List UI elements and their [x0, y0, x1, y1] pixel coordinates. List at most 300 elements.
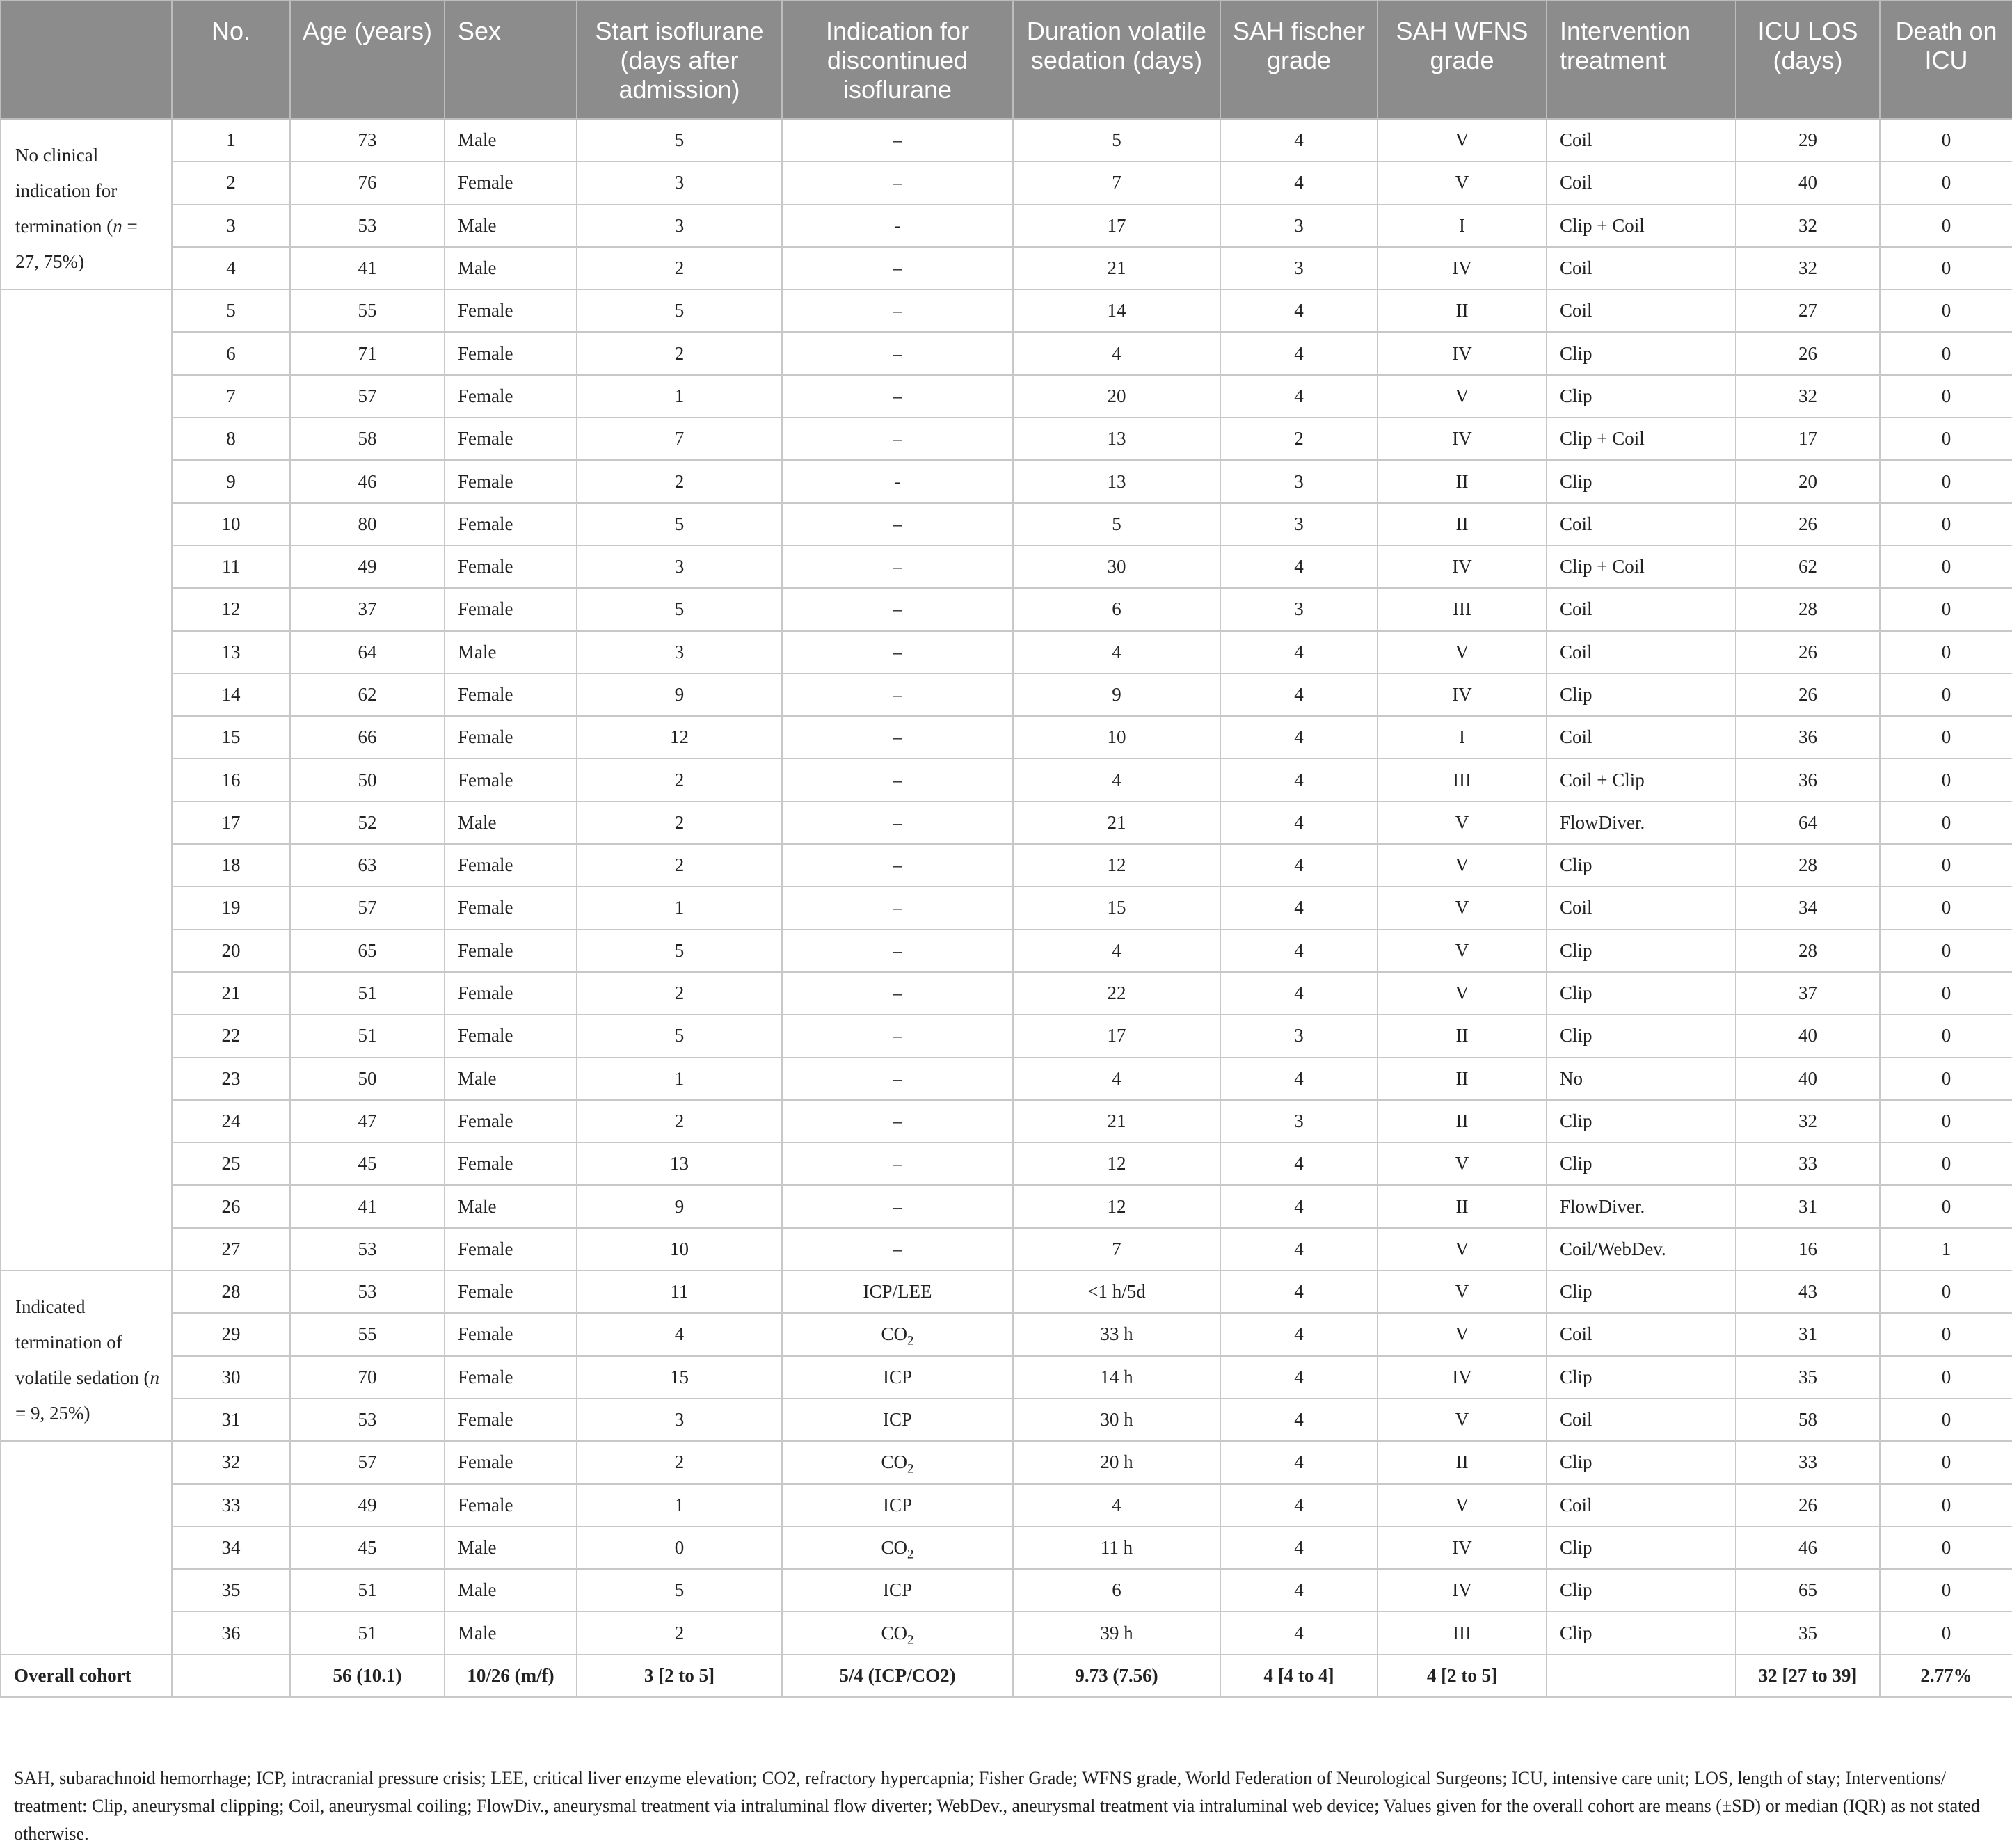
cell-duration: 30 h	[1013, 1399, 1220, 1441]
cell-wfns-grade: I	[1378, 716, 1547, 758]
cell-wfns-grade: V	[1378, 119, 1547, 161]
cell-death: 0	[1880, 417, 2012, 460]
cell-age: 51	[290, 1611, 445, 1654]
cell-intervention: Coil/WebDev.	[1547, 1228, 1736, 1270]
table-row	[1, 972, 2012, 1014]
cell-death: 0	[1880, 930, 2012, 972]
cell-indication: –	[782, 1185, 1013, 1227]
cell-duration: 4	[1013, 1058, 1220, 1100]
cell-indication: –	[782, 161, 1013, 204]
header-row	[1, 1, 2012, 119]
cell-fischer-grade: 4	[1220, 674, 1378, 716]
cell-icu-los: 33	[1736, 1142, 1880, 1185]
table-row	[1, 886, 2012, 929]
cell-icu-los: 64	[1736, 802, 1880, 844]
cell-death: 0	[1880, 1484, 2012, 1527]
cell-start-isoflurane: 3	[577, 545, 782, 588]
cell-start-isoflurane: 0	[577, 1527, 782, 1569]
cell-duration: 12	[1013, 844, 1220, 886]
cell-age: 55	[290, 1313, 445, 1355]
cell-fischer-grade: 4	[1220, 1270, 1378, 1313]
header-duration: Duration volatile sedation (days)	[1013, 1, 1220, 119]
cell-age: 53	[290, 205, 445, 247]
cell-sex: Male	[445, 1058, 577, 1100]
cell-intervention: Clip + Coil	[1547, 205, 1736, 247]
cell-indication: ICP	[782, 1356, 1013, 1399]
cell-intervention: Coil	[1547, 1399, 1736, 1441]
cell-duration: 11 h	[1013, 1527, 1220, 1569]
cell-wfns-grade: II	[1378, 503, 1547, 545]
cell-fischer-grade: 4	[1220, 161, 1378, 204]
cell-indication: –	[782, 289, 1013, 332]
cell-death: 0	[1880, 1270, 2012, 1313]
cell-icu-los: 37	[1736, 972, 1880, 1014]
cell-intervention: FlowDiver.	[1547, 1185, 1736, 1227]
table-footnote: SAH, subarachnoid hemorrhage; ICP, intracranial pressure crisis; LEE, critical liver enzyme elevation; CO2, refractory hypercapnia; Fisher Grade; WFNS grade, World Federation of Neurological Surgeons; ICU, intensive care unit; LOS, length of stay; Interventions/ treatment: Clip, aneurysmal clipping; Coil, aneurysmal coiling; FlowDiv., aneurysmal treatment via intraluminal flow diverter; WebDev., aneurysmal treatment via intraluminal web device; Values given for the overall cohort are means (±SD) or median (IQR) as not stated otherwise.	[14, 1768, 1980, 1844]
cell-start-isoflurane: 5	[577, 1569, 782, 1611]
cell-icu-los: 46	[1736, 1527, 1880, 1569]
table-row	[1, 802, 2012, 844]
cell-wfns-grade: V	[1378, 930, 1547, 972]
cell-sex: Male	[445, 1569, 577, 1611]
table-row	[1, 631, 2012, 674]
cell-fischer-grade: 4	[1220, 1569, 1378, 1611]
cell-intervention: Clip	[1547, 930, 1736, 972]
cell-sex: Female	[445, 886, 577, 929]
cell-duration: 4	[1013, 631, 1220, 674]
cell-duration: 6	[1013, 1569, 1220, 1611]
cell-age: 65	[290, 930, 445, 972]
cell-no: 11	[172, 545, 290, 588]
cell-sex: Female	[445, 1014, 577, 1057]
header-no: No.	[172, 1, 290, 119]
cell-no: 35	[172, 1569, 290, 1611]
cell-intervention: Clip	[1547, 1014, 1736, 1057]
cell-wfns-grade: V	[1378, 802, 1547, 844]
cell-sex: Female	[445, 545, 577, 588]
cell-icu-los: 27	[1736, 289, 1880, 332]
cell-indication: $CO_2$	[782, 1611, 1013, 1654]
cell-no: 34	[172, 1527, 290, 1569]
cell-indication: –	[782, 758, 1013, 801]
group-label-cell	[1, 1270, 172, 1441]
cell-indication: –	[782, 1228, 1013, 1270]
cell-start-isoflurane: 13	[577, 1142, 782, 1185]
table-row	[1, 1014, 2012, 1057]
cell-age: 55	[290, 289, 445, 332]
cell-no: 26	[172, 1185, 290, 1227]
total-label: Overall cohort	[1, 1655, 172, 1697]
cell-death: 0	[1880, 716, 2012, 758]
table-row	[1, 1484, 2012, 1527]
cell-wfns-grade: III	[1378, 588, 1547, 630]
cell-start-isoflurane: 11	[577, 1270, 782, 1313]
cell-sex: Male	[445, 247, 577, 289]
cell-fischer-grade: 4	[1220, 930, 1378, 972]
cell-icu-los: 40	[1736, 1058, 1880, 1100]
cell-duration: 10	[1013, 716, 1220, 758]
cell-death: 0	[1880, 1569, 2012, 1611]
cell-no: 36	[172, 1611, 290, 1654]
cell-start-isoflurane: 3	[577, 631, 782, 674]
cell-no: 33	[172, 1484, 290, 1527]
cell-no: 22	[172, 1014, 290, 1057]
cell-start-isoflurane: 2	[577, 460, 782, 502]
cell-death: 0	[1880, 247, 2012, 289]
cell-fischer-grade: 4	[1220, 545, 1378, 588]
cell-death: 0	[1880, 1527, 2012, 1569]
cell-wfns-grade: V	[1378, 631, 1547, 674]
group-label: No clinical indication for termination	[15, 145, 118, 237]
cell-sex: Male	[445, 119, 577, 161]
cell-indication: –	[782, 972, 1013, 1014]
table-row	[1, 1228, 2012, 1270]
cell-age: 63	[290, 844, 445, 886]
cell-age: 50	[290, 758, 445, 801]
table-row	[1, 1356, 2012, 1399]
cell-fischer-grade: 3	[1220, 1100, 1378, 1142]
cell-intervention: Coil	[1547, 119, 1736, 161]
cell-no: 24	[172, 1100, 290, 1142]
cell-no: 21	[172, 972, 290, 1014]
cell-no: 2	[172, 161, 290, 204]
table-row	[1, 247, 2012, 289]
cell-duration: 17	[1013, 1014, 1220, 1057]
cell-indication: –	[782, 417, 1013, 460]
cell-fischer-grade: 3	[1220, 247, 1378, 289]
cell-age: 49	[290, 1484, 445, 1527]
cell-no: 23	[172, 1058, 290, 1100]
cell-duration: 21	[1013, 802, 1220, 844]
cell-wfns-grade: V	[1378, 1484, 1547, 1527]
cell-start-isoflurane: 5	[577, 588, 782, 630]
cell-sex: Female	[445, 1270, 577, 1313]
cell-death: 0	[1880, 1611, 2012, 1654]
table-row	[1, 674, 2012, 716]
cell-icu-los: 33	[1736, 1441, 1880, 1483]
cell-indication: -	[782, 460, 1013, 502]
cell-icu-los: 16	[1736, 1228, 1880, 1270]
cell-indication: -	[782, 205, 1013, 247]
cell-wfns-grade: V	[1378, 1228, 1547, 1270]
cell-intervention: Coil	[1547, 289, 1736, 332]
cell-wfns-grade: II	[1378, 1100, 1547, 1142]
cell-duration: 4	[1013, 1484, 1220, 1527]
cell-fischer-grade: 4	[1220, 972, 1378, 1014]
cell-wfns-grade: IV	[1378, 1527, 1547, 1569]
cell-age: 53	[290, 1270, 445, 1313]
cell-no: 14	[172, 674, 290, 716]
table-row	[1, 1185, 2012, 1227]
cell-death: 0	[1880, 886, 2012, 929]
cell-icu-los: 58	[1736, 1399, 1880, 1441]
cell-fischer-grade: 2	[1220, 417, 1378, 460]
cell-wfns-grade: II	[1378, 1014, 1547, 1057]
cell-duration: 4	[1013, 758, 1220, 801]
cell-indication: –	[782, 1058, 1013, 1100]
cell-no: 15	[172, 716, 290, 758]
group-label-cell	[1, 289, 172, 1270]
table-row	[1, 375, 2012, 417]
cell-intervention: Clip	[1547, 844, 1736, 886]
cell-duration: 9	[1013, 674, 1220, 716]
cell-death: 0	[1880, 674, 2012, 716]
table-row	[1, 930, 2012, 972]
header-icu-los: ICU LOS (days)	[1736, 1, 1880, 119]
cell-fischer-grade: 3	[1220, 460, 1378, 502]
cell-fischer-grade: 4	[1220, 1356, 1378, 1399]
cell-start-isoflurane: 12	[577, 716, 782, 758]
cell-intervention: Clip	[1547, 375, 1736, 417]
cell-wfns-grade: V	[1378, 375, 1547, 417]
cell-sex: Female	[445, 1441, 577, 1483]
table-row	[1, 417, 2012, 460]
cell-no: 9	[172, 460, 290, 502]
total-start-isoflurane: 3 [2 to 5]	[577, 1655, 782, 1697]
cell-start-isoflurane: 5	[577, 1014, 782, 1057]
cell-icu-los: 20	[1736, 460, 1880, 502]
cell-intervention: Clip	[1547, 674, 1736, 716]
cell-fischer-grade: 4	[1220, 1441, 1378, 1483]
table-row	[1, 119, 2012, 161]
cell-wfns-grade: II	[1378, 460, 1547, 502]
table-row	[1, 1142, 2012, 1185]
cell-no: 7	[172, 375, 290, 417]
cell-duration: <1 h/5d	[1013, 1270, 1220, 1313]
cell-start-isoflurane: 5	[577, 503, 782, 545]
table-row	[1, 545, 2012, 588]
cell-indication: $CO_2$	[782, 1313, 1013, 1355]
cell-duration: 22	[1013, 972, 1220, 1014]
cell-death: 0	[1880, 1399, 2012, 1441]
cell-indication: –	[782, 1100, 1013, 1142]
cell-wfns-grade: II	[1378, 1185, 1547, 1227]
header-age: Age (years)	[290, 1, 445, 119]
cell-death: 0	[1880, 1441, 2012, 1483]
cell-duration: 14	[1013, 289, 1220, 332]
cell-icu-los: 65	[1736, 1569, 1880, 1611]
cell-indication: –	[782, 545, 1013, 588]
cell-fischer-grade: 4	[1220, 631, 1378, 674]
cell-fischer-grade: 4	[1220, 758, 1378, 801]
cell-indication: –	[782, 886, 1013, 929]
cell-death: 0	[1880, 802, 2012, 844]
cell-icu-los: 31	[1736, 1185, 1880, 1227]
cell-wfns-grade: V	[1378, 1142, 1547, 1185]
total-indication: 5/4 (ICP/CO2)	[782, 1655, 1013, 1697]
cell-age: 76	[290, 161, 445, 204]
cell-age: 66	[290, 716, 445, 758]
cell-wfns-grade: V	[1378, 972, 1547, 1014]
cell-no: 3	[172, 205, 290, 247]
cell-icu-los: 26	[1736, 631, 1880, 674]
cell-no: 20	[172, 930, 290, 972]
cell-intervention: Coil	[1547, 247, 1736, 289]
cell-no: 6	[172, 332, 290, 374]
cell-fischer-grade: 4	[1220, 332, 1378, 374]
total-age: 56 (10.1)	[290, 1655, 445, 1697]
cell-indication: ICP	[782, 1569, 1013, 1611]
cell-wfns-grade: V	[1378, 844, 1547, 886]
cell-age: 52	[290, 802, 445, 844]
cell-age: 46	[290, 460, 445, 502]
cell-death: 0	[1880, 844, 2012, 886]
cell-intervention: Coil	[1547, 588, 1736, 630]
cell-sex: Female	[445, 930, 577, 972]
cell-death: 0	[1880, 460, 2012, 502]
cell-duration: 30	[1013, 545, 1220, 588]
cell-age: 37	[290, 588, 445, 630]
table-row	[1, 1058, 2012, 1100]
cell-icu-los: 35	[1736, 1611, 1880, 1654]
cell-intervention: Coil	[1547, 716, 1736, 758]
header-start-isoflurane: Start isoflurane (days after admission)	[577, 1, 782, 119]
cell-icu-los: 43	[1736, 1270, 1880, 1313]
cell-intervention: Clip	[1547, 332, 1736, 374]
cell-death: 0	[1880, 1356, 2012, 1399]
cell-age: 62	[290, 674, 445, 716]
cell-icu-los: 32	[1736, 375, 1880, 417]
cell-fischer-grade: 4	[1220, 375, 1378, 417]
header-intervention: Intervention treatment	[1547, 1, 1736, 119]
cell-death: 0	[1880, 1100, 2012, 1142]
cell-death: 0	[1880, 972, 2012, 1014]
cell-intervention: Clip	[1547, 1527, 1736, 1569]
cell-fischer-grade: 4	[1220, 1527, 1378, 1569]
cell-intervention: Clip	[1547, 1611, 1736, 1654]
header-indication: Indication for discontinued isoflurane	[782, 1, 1013, 119]
cell-no: 25	[172, 1142, 290, 1185]
cell-sex: Female	[445, 716, 577, 758]
cell-fischer-grade: 4	[1220, 289, 1378, 332]
cell-death: 0	[1880, 119, 2012, 161]
cell-sex: Female	[445, 1313, 577, 1355]
table-row	[1, 1313, 2012, 1355]
total-no	[172, 1655, 290, 1697]
cell-indication: –	[782, 716, 1013, 758]
group-label-cell	[1, 1441, 172, 1654]
cell-fischer-grade: 3	[1220, 205, 1378, 247]
cell-icu-los: 40	[1736, 161, 1880, 204]
cell-start-isoflurane: 3	[577, 161, 782, 204]
cell-intervention: Clip	[1547, 1270, 1736, 1313]
cell-sex: Female	[445, 1228, 577, 1270]
cell-wfns-grade: III	[1378, 1611, 1547, 1654]
cell-sex: Female	[445, 289, 577, 332]
cell-intervention: Coil + Clip	[1547, 758, 1736, 801]
table-body	[1, 119, 2012, 1697]
cell-death: 0	[1880, 161, 2012, 204]
cell-age: 45	[290, 1527, 445, 1569]
table-row	[1, 1611, 2012, 1654]
cell-no: 10	[172, 503, 290, 545]
cell-death: 1	[1880, 1228, 2012, 1270]
cell-sex: Male	[445, 205, 577, 247]
table-row	[1, 161, 2012, 204]
cell-icu-los: 28	[1736, 588, 1880, 630]
cell-icu-los: 28	[1736, 930, 1880, 972]
cell-age: 70	[290, 1356, 445, 1399]
cell-intervention: Clip + Coil	[1547, 545, 1736, 588]
cell-duration: 6	[1013, 588, 1220, 630]
header-fischer-grade: SAH fischer grade	[1220, 1, 1378, 119]
table-row	[1, 1100, 2012, 1142]
cell-duration: 13	[1013, 417, 1220, 460]
cell-start-isoflurane: 1	[577, 1484, 782, 1527]
cell-start-isoflurane: 15	[577, 1356, 782, 1399]
cell-indication: –	[782, 1014, 1013, 1057]
cell-age: 51	[290, 1014, 445, 1057]
cell-indication: –	[782, 503, 1013, 545]
cell-icu-los: 36	[1736, 716, 1880, 758]
cell-age: 73	[290, 119, 445, 161]
cell-wfns-grade: II	[1378, 289, 1547, 332]
cell-icu-los: 26	[1736, 1484, 1880, 1527]
table-row	[1, 844, 2012, 886]
cell-no: 17	[172, 802, 290, 844]
cell-death: 0	[1880, 1058, 2012, 1100]
cell-indication: –	[782, 674, 1013, 716]
cell-age: 64	[290, 631, 445, 674]
table-row	[1, 1441, 2012, 1483]
header-group	[1, 1, 172, 119]
cell-start-isoflurane: 5	[577, 119, 782, 161]
cell-death: 0	[1880, 1142, 2012, 1185]
cell-duration: 13	[1013, 460, 1220, 502]
cell-icu-los: 40	[1736, 1014, 1880, 1057]
cell-start-isoflurane: 2	[577, 802, 782, 844]
cell-intervention: Clip	[1547, 1356, 1736, 1399]
cell-no: 13	[172, 631, 290, 674]
table-row	[1, 1399, 2012, 1441]
cell-start-isoflurane: 10	[577, 1228, 782, 1270]
cell-duration: 7	[1013, 1228, 1220, 1270]
cell-sex: Female	[445, 161, 577, 204]
cell-no: 12	[172, 588, 290, 630]
cell-intervention: Clip	[1547, 972, 1736, 1014]
cell-wfns-grade: V	[1378, 1313, 1547, 1355]
cell-duration: 14 h	[1013, 1356, 1220, 1399]
cell-start-isoflurane: 3	[577, 1399, 782, 1441]
cell-icu-los: 26	[1736, 503, 1880, 545]
cell-fischer-grade: 4	[1220, 1611, 1378, 1654]
cell-sex: Male	[445, 802, 577, 844]
cell-sex: Female	[445, 1356, 577, 1399]
cell-fischer-grade: 3	[1220, 503, 1378, 545]
group-label: Indicated termination of volatile sedation	[15, 1296, 139, 1389]
cell-intervention: No	[1547, 1058, 1736, 1100]
total-wfns-grade: 4 [2 to 5]	[1378, 1655, 1547, 1697]
cell-icu-los: 32	[1736, 205, 1880, 247]
table-row	[1, 460, 2012, 502]
cell-duration: 21	[1013, 247, 1220, 289]
cell-start-isoflurane: 2	[577, 972, 782, 1014]
total-fischer-grade: 4 [4 to 4]	[1220, 1655, 1378, 1697]
cell-indication: –	[782, 1142, 1013, 1185]
cell-fischer-grade: 4	[1220, 1313, 1378, 1355]
cell-sex: Female	[445, 1100, 577, 1142]
cell-no: 27	[172, 1228, 290, 1270]
cell-death: 0	[1880, 631, 2012, 674]
cell-age: 71	[290, 332, 445, 374]
cell-intervention: Clip	[1547, 1441, 1736, 1483]
table-row	[1, 1270, 2012, 1313]
table-row	[1, 716, 2012, 758]
cell-indication: ICP	[782, 1399, 1013, 1441]
group-label-cell	[1, 119, 172, 289]
cell-intervention: FlowDiver.	[1547, 802, 1736, 844]
cell-icu-los: 29	[1736, 119, 1880, 161]
